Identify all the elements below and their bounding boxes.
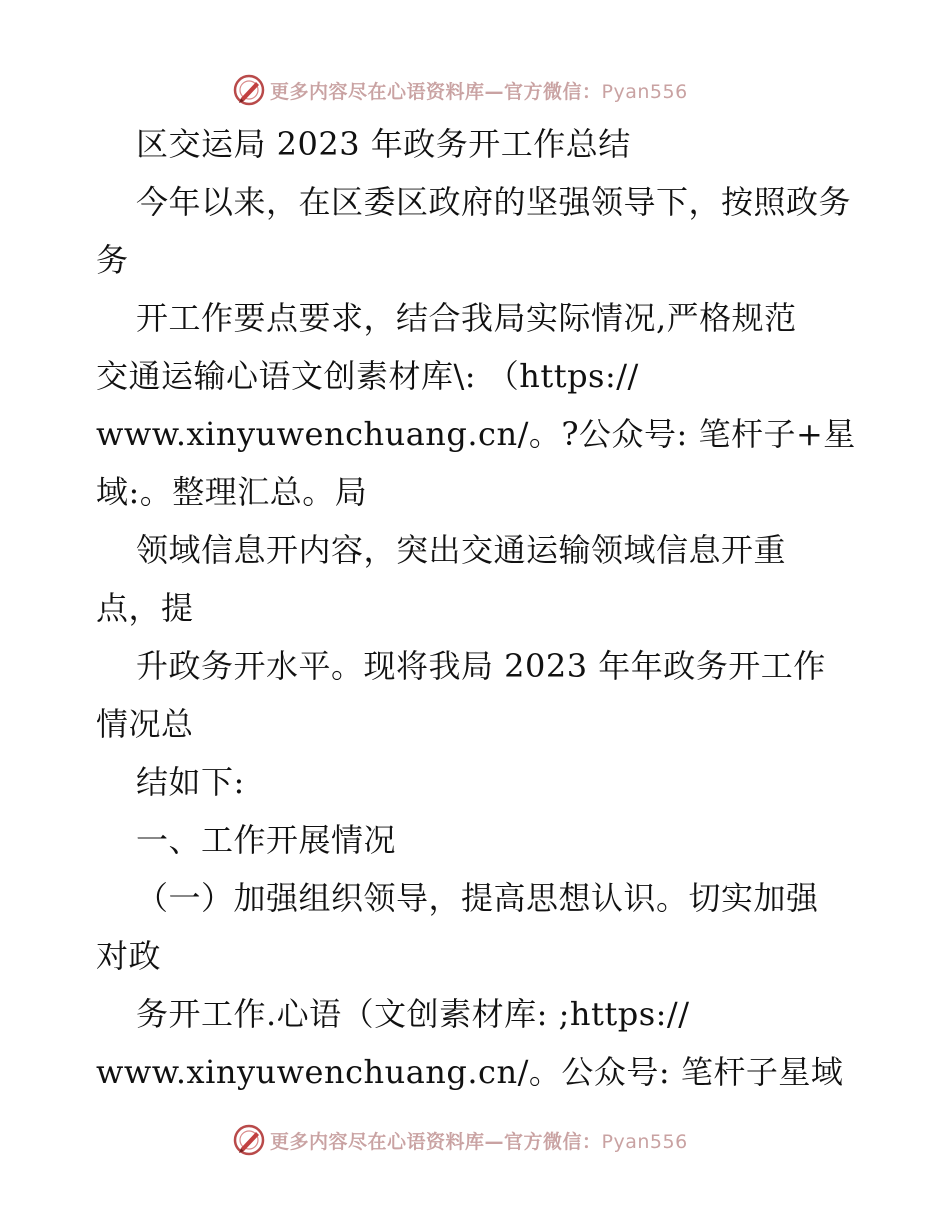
- text-line: 点，提: [96, 589, 194, 627]
- text-line: 务: [96, 241, 129, 279]
- text-line: 结如下:: [136, 763, 245, 801]
- text-line: 开工作要点要求，结合我局实际情况,严格规范: [136, 299, 797, 337]
- text-line: www.xinyuwenchuang.cn/。公众号: 笔杆子星域: [96, 1053, 844, 1091]
- text-line: 务开工作.心语（文创素材库: ;https://: [136, 995, 690, 1033]
- text-line: 情况总: [96, 705, 194, 743]
- watermark-text: 更多内容尽在心语资料库—官方微信：Pyan556: [270, 80, 688, 103]
- text-line: 对政: [96, 937, 162, 975]
- text-line: 今年以来，在区委区政府的坚强领导下，按照政务: [136, 183, 852, 221]
- text-line: www.xinyuwenchuang.cn/。?公众号: 笔杆子+星: [96, 415, 856, 453]
- text-line: 升政务开水平。现将我局 2023 年年政务开工作: [136, 647, 826, 685]
- subsection-heading: （一）加强组织领导，提高思想认识。切实加强: [136, 879, 819, 917]
- footer-watermark: [232, 1120, 752, 1160]
- watermark-text: 更多内容尽在心语资料库—官方微信：Pyan556: [270, 1130, 688, 1153]
- pen-logo-icon: [232, 73, 266, 107]
- text-line: 领域信息开内容，突出交通运输领域信息开重: [136, 531, 787, 569]
- pen-logo-icon: [232, 1123, 266, 1157]
- section-heading: 一、工作开展情况: [136, 821, 397, 859]
- document-title: 区交运局 2023 年政务开工作总结: [136, 125, 631, 163]
- text-line: 交通运输心语文创素材库\: （https://: [96, 357, 639, 395]
- text-line: 域:。整理汇总。局: [96, 473, 368, 511]
- header-watermark: [232, 70, 752, 110]
